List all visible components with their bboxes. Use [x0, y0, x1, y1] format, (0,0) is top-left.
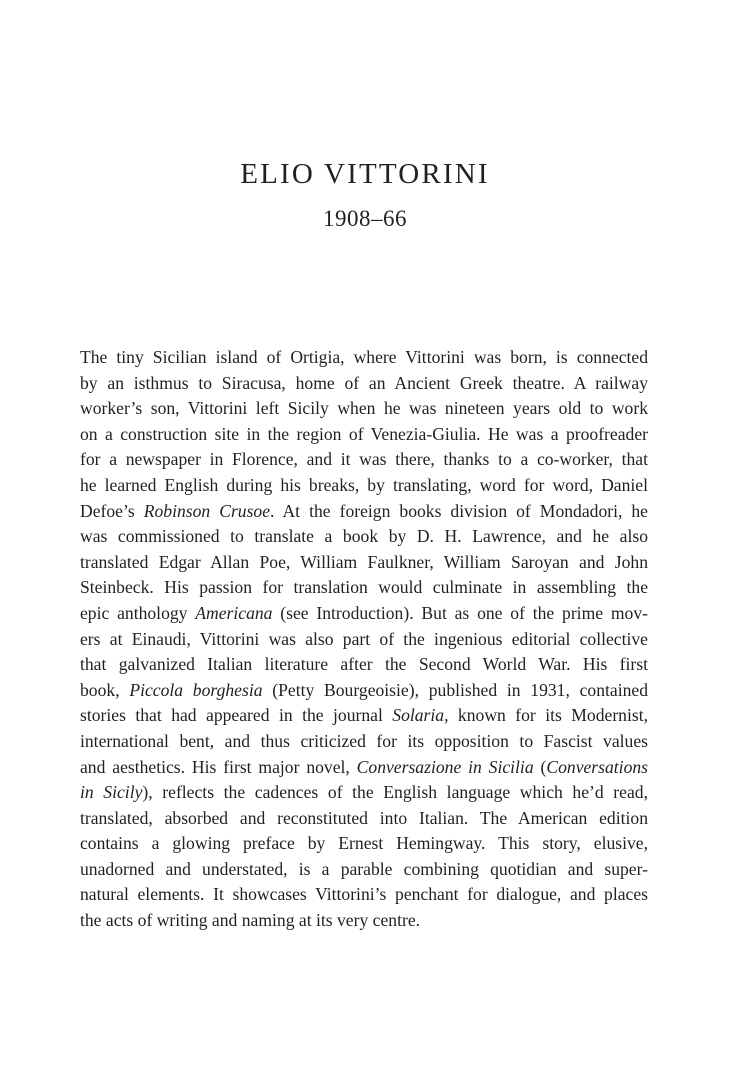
bio-text: Steinbeck. His passion for translation would culminate in assembling the: [80, 577, 648, 598]
bio-text: translated, absorbed and reconstituted into Italian. The American edition: [80, 807, 648, 828]
bio-text: was commissioned to translate a book by D. H. Lawrence, and he also: [80, 526, 648, 547]
bio-line: [80, 678, 648, 704]
bio-text: that galvanized Italian literature after the Second World War. His first: [80, 654, 648, 675]
bio-line: [80, 575, 648, 601]
bio-text: ), reflects the cadences of the English language which he’d read,: [142, 782, 648, 803]
bio-text: unadorned and understated, is a parable combining quotidian and super-: [80, 858, 648, 879]
bio-italic-title: in Sicily: [80, 782, 143, 803]
bio-italic-title: Americana: [195, 602, 273, 623]
bio-text: he learned English during his breaks, by translating, word for word, Daniel: [80, 474, 648, 495]
bio-line: [80, 806, 648, 832]
bio-italic-title: Solaria: [392, 705, 445, 726]
bio-line: [80, 422, 648, 448]
bio-text: (: [533, 756, 547, 777]
bio-line: [80, 447, 648, 473]
bio-italic-title: Robinson Crusoe: [143, 500, 271, 521]
bio-line: [80, 780, 648, 806]
bio-text: Defoe’s: [80, 500, 144, 521]
bio-text: . At the foreign books division of Mondadori, he: [270, 500, 648, 521]
bio-line: [80, 473, 648, 499]
author-biography-paragraph: [80, 345, 648, 934]
bio-italic-title: Piccola borghesia: [129, 679, 263, 700]
bio-text: book,: [80, 679, 130, 700]
bio-line: [80, 627, 648, 653]
bio-line: [80, 499, 648, 525]
bio-line: [80, 652, 648, 678]
bio-text: worker’s son, Vittorini left Sicily when he was nineteen years old to work: [80, 398, 648, 419]
bio-line: [80, 908, 648, 934]
bio-line: [80, 831, 648, 857]
bio-line: [80, 882, 648, 908]
bio-line: [80, 371, 648, 397]
bio-text: natural elements. It showcases Vittorini’s penchant for dialogue, and places: [80, 884, 648, 905]
bio-text: for a newspaper in Florence, and it was there, thanks to a co-worker, that: [80, 449, 648, 470]
bio-text: , known for its Modernist,: [444, 705, 648, 726]
bio-line: [80, 345, 648, 371]
bio-line: [80, 550, 648, 576]
bio-line: [80, 396, 648, 422]
bio-italic-title: Conversazione in Sicilia: [356, 756, 534, 777]
bio-italic-title: Conversations: [546, 756, 649, 777]
bio-text: the acts of writing and naming at its very centre.: [80, 910, 421, 931]
bio-text: international bent, and thus criticized for its opposition to Fascist values: [80, 730, 648, 751]
bio-text: on a construction site in the region of Venezia-Giulia. He was a proofreader: [80, 423, 648, 444]
bio-line: [80, 601, 648, 627]
bio-line: [80, 729, 648, 755]
author-name-heading: ELIO VITTORINI: [240, 158, 490, 190]
bio-line: [80, 703, 648, 729]
bio-text: stories that had appeared in the journal: [80, 705, 393, 726]
bio-text: by an isthmus to Siracusa, home of an Ancient Greek theatre. A railway: [80, 372, 648, 393]
bio-text: epic anthology: [80, 602, 196, 623]
bio-line: [80, 857, 648, 883]
bio-text: (see Introduction). But as one of the prime mov-: [272, 602, 648, 623]
bio-text: and aesthetics. His first major novel,: [80, 756, 357, 777]
bio-line: [80, 524, 648, 550]
bio-text: ers at Einaudi, Vittorini was also part of the ingenious editorial collective: [80, 628, 648, 649]
bio-text: (Petty Bourgeoisie), published in 1931, contained: [262, 679, 649, 700]
bio-line: [80, 755, 648, 781]
bio-text: contains a glowing preface by Ernest Hemingway. This story, elusive,: [80, 833, 648, 854]
bio-text: translated Edgar Allan Poe, William Faulkner, William Saroyan and John: [80, 551, 648, 572]
bio-text: The tiny Sicilian island of Ortigia, where Vittorini was born, is connected: [80, 347, 648, 367]
author-life-dates: 1908–66: [323, 206, 407, 231]
